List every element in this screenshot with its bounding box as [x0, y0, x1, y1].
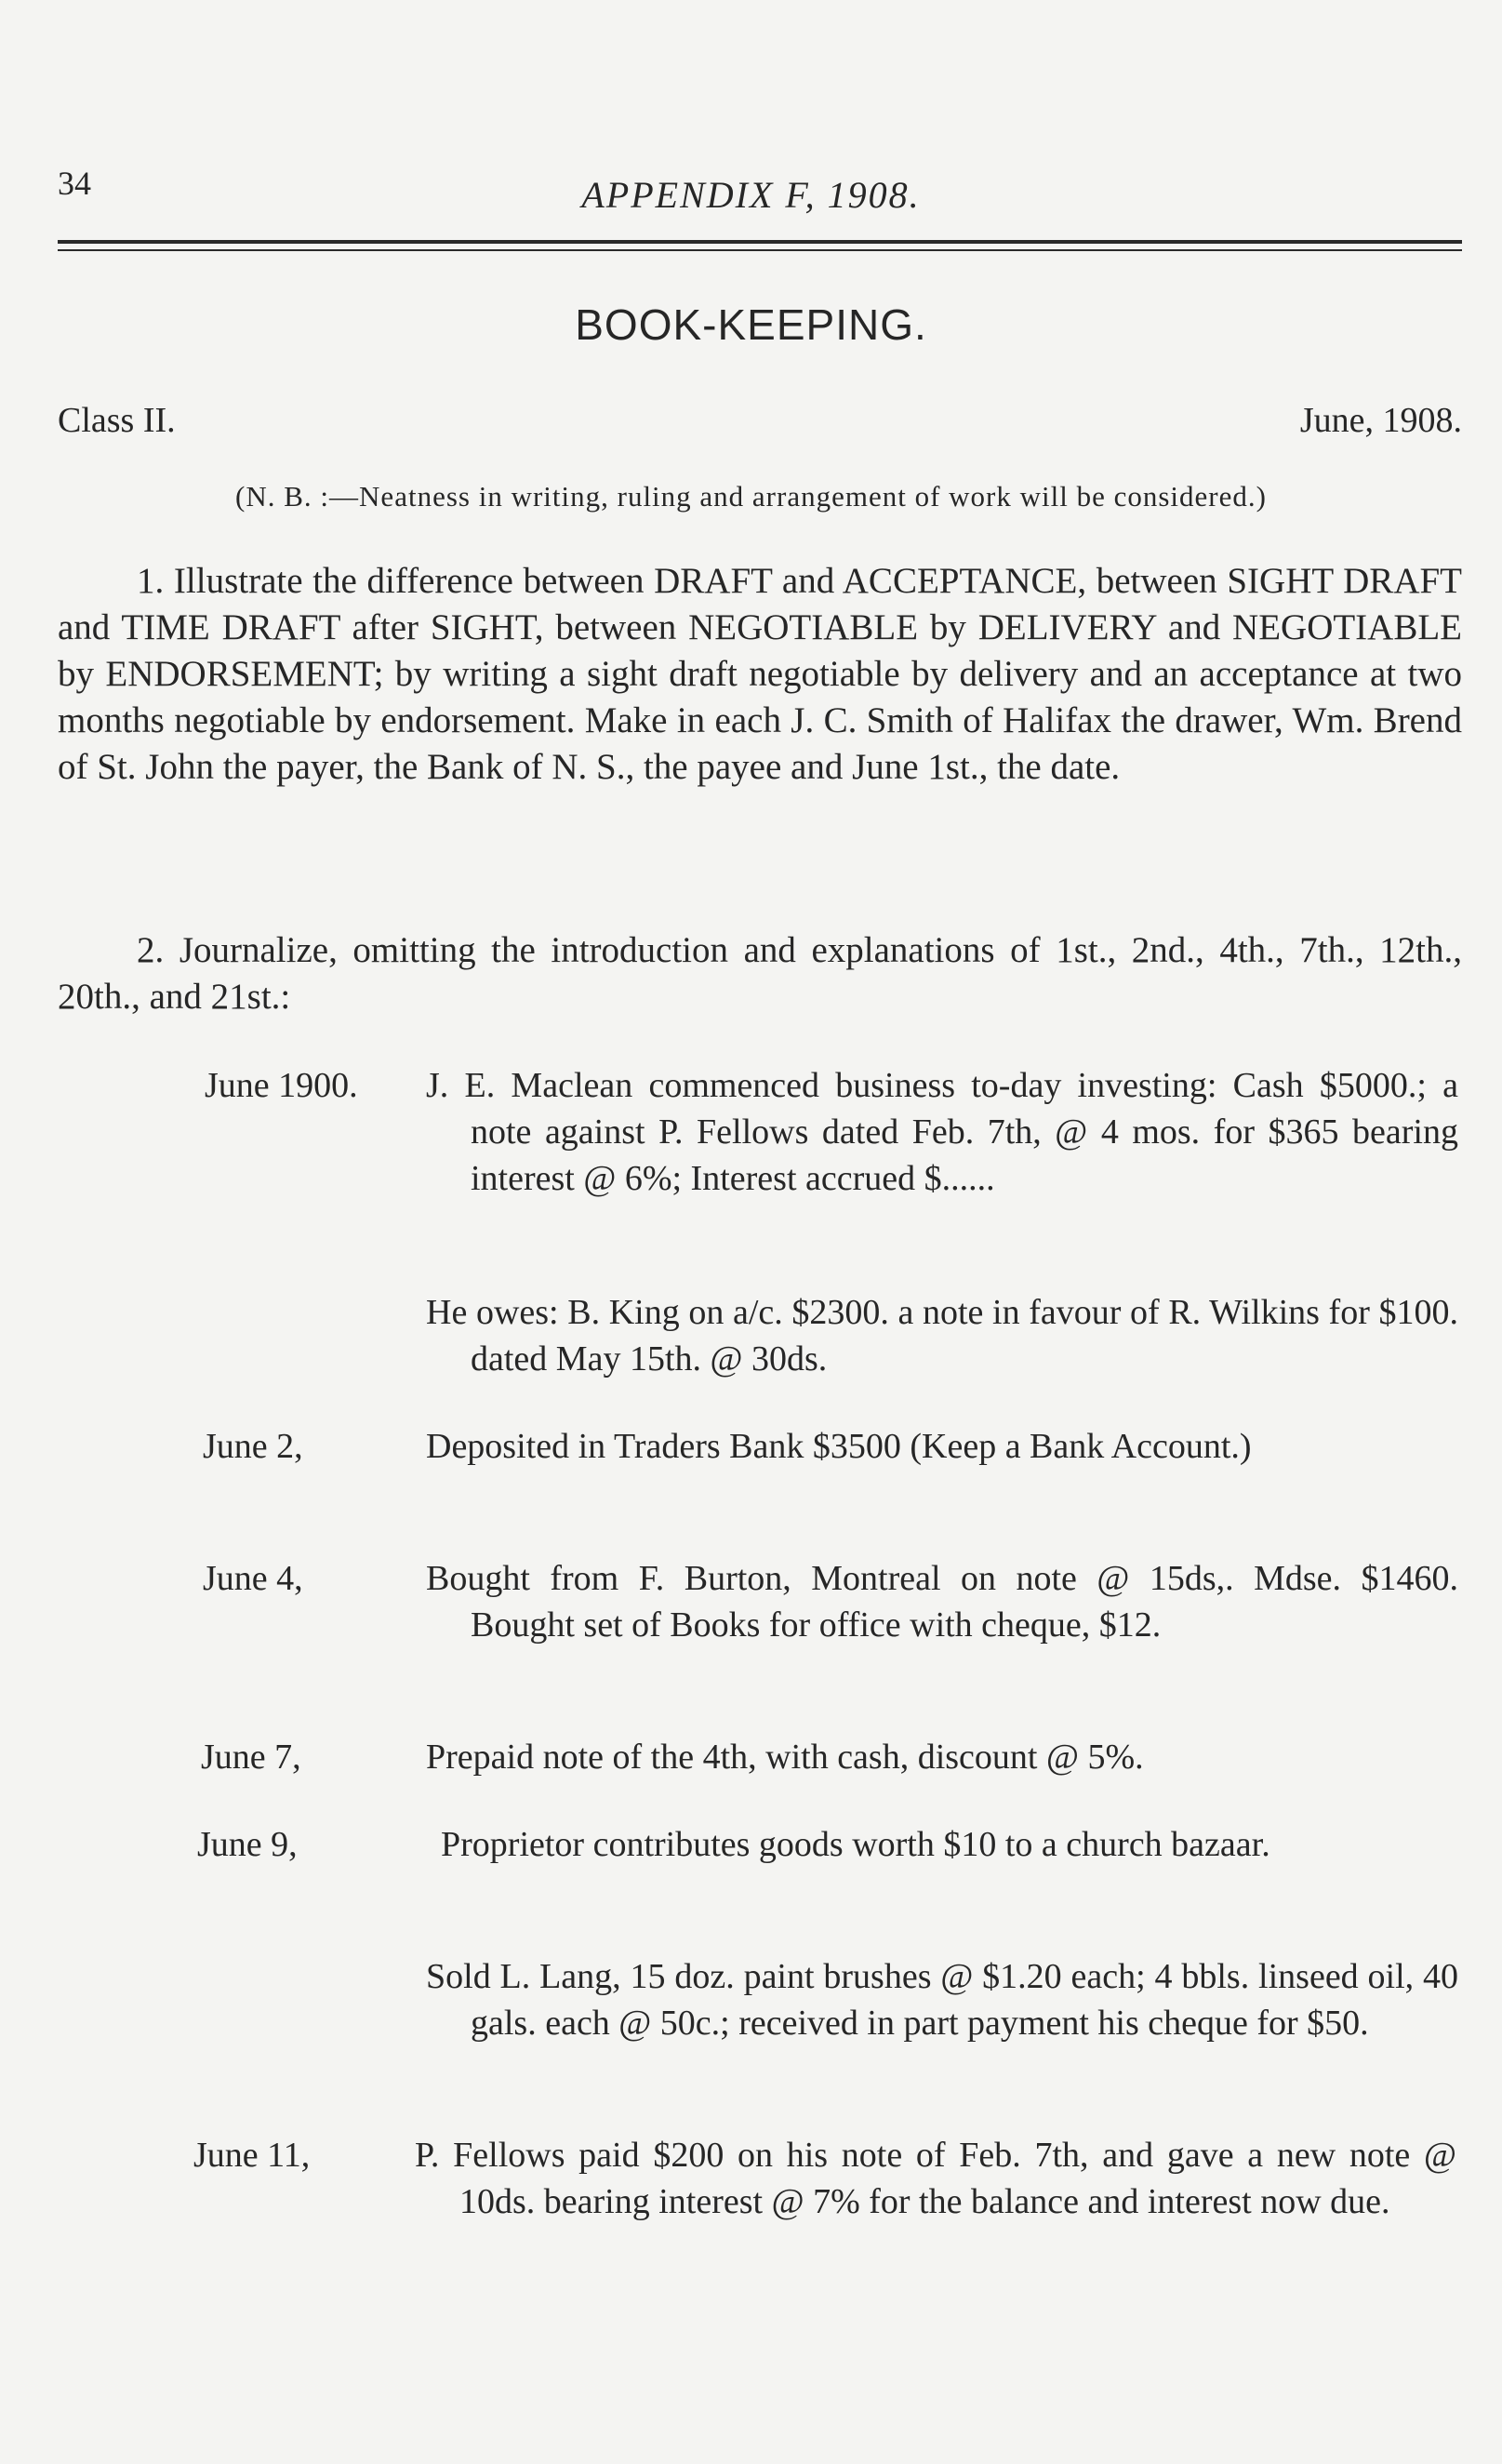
entry-text: Prepaid note of the 4th, with cash, discount @ 5%. — [426, 1738, 1144, 1777]
question-1: 1. Illustrate the difference between DRAFT and ACCEPTANCE, between SIGHT DRAFT and TIME DRAFT after SIGHT, between NEGOTIABLE by DELIVERY and NEGOTIABLE by ENDORSEMENT; by writing a sight draft negotiable by delivery and an acceptance at two months negotiable by endorsement. Make in each J. C. Smith of Halifax the drawer, Wm. Brend of St. John the payer, the Bank of N. S., the payee and June 1st., the date. — [58, 561, 1462, 787]
entry-date: June 11, — [193, 2136, 311, 2175]
entry-date: June 1900. — [205, 1066, 358, 1105]
entry-text: Sold L. Lang, 15 doz. paint brushes @ $1.20 each; 4 bbls. linseed oil, 40 gals. each @ 50c.; received in part payment his cheque for $50. — [426, 1957, 1458, 2043]
entry-text: Deposited in Traders Bank $3500 (Keep a Bank Account.) — [426, 1427, 1252, 1466]
running-head: APPENDIX F, 1908. — [581, 174, 921, 216]
entry-text: He owes: B. King on a/c. $2300. a note in favour of R. Wilkins for $100. dated May 15th. @ 30ds. — [426, 1293, 1458, 1379]
header-rule-thin — [58, 249, 1462, 251]
entry-date: June 7, — [201, 1738, 301, 1777]
exam-date: June, 1908. — [1299, 401, 1462, 440]
entry-date: June 4, — [203, 1559, 303, 1598]
entry-text: J. E. Maclean commenced business to-day investing: Cash $5000.; a note against P. Fellows dated Feb. 7th, @ 4 mos. for $365 bearing interest @ 6%; Interest accrued $...... — [426, 1066, 1458, 1198]
instructions-note: (N. B. :—Neatness in writing, ruling and arrangement of work will be considered.) — [235, 480, 1267, 513]
page-title: BOOK-KEEPING. — [575, 300, 927, 349]
class-label: Class II. — [58, 401, 176, 440]
entry-text: Proprietor contributes goods worth $10 to a church bazaar. — [441, 1825, 1270, 1864]
entry-date: June 9, — [197, 1825, 298, 1864]
entry-text: P. Fellows paid $200 on his note of Feb. 7th, and gave a new note @ 10ds. bearing interest @ 7% for the balance and interest now due. — [415, 2136, 1456, 2221]
entry-text: Bought from F. Burton, Montreal on note @ 15ds,. Mdse. $1460. Bought set of Books for office with cheque, $12. — [426, 1559, 1458, 1645]
page-number: 34 — [58, 165, 91, 202]
entry-date: June 2, — [203, 1427, 303, 1466]
header-rule-thick — [58, 240, 1462, 244]
question-2: 2. Journalize, omitting the introduction and explanations of 1st., 2nd., 4th., 7th., 12th., 20th., and 21st.: — [58, 930, 1462, 1017]
